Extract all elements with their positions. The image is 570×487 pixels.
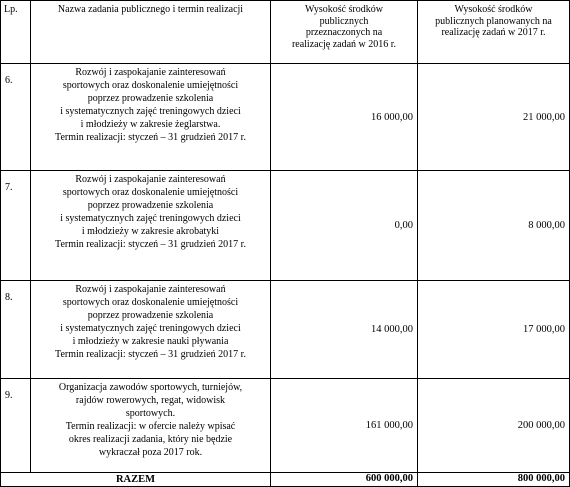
total-amount-2016: 600 000,00 <box>271 473 418 487</box>
header-2017-line: realizację zadań w 2017 r. <box>441 27 546 38</box>
task-description <box>31 379 271 473</box>
task-description <box>31 281 271 379</box>
header-2016-line: Wysokość środków <box>304 4 383 15</box>
amount-2017: 200 000,00 <box>418 379 570 473</box>
task-line: sportowych oraz doskonalenie umiejętności <box>62 187 239 198</box>
amount-2017: 8 000,00 <box>418 171 570 281</box>
header-amount-2016 <box>271 1 418 64</box>
task-line: poprzez prowadzenie szkolenia <box>87 200 214 211</box>
task-line: wykraczał poza 2017 rok. <box>98 447 203 458</box>
header-2016-line: realizację zadań w 2016 r. <box>291 38 397 50</box>
task-line: Rozwój i zaspokajanie zainteresowań <box>75 174 226 185</box>
header-2016-line: przeznaczonych na <box>305 27 383 38</box>
header-lp: Lp. <box>1 1 31 64</box>
task-description <box>31 64 271 171</box>
task-line: Rozwój i zaspokajanie zainteresowań <box>75 67 226 78</box>
task-line: poprzez prowadzenie szkolenia <box>87 310 214 321</box>
row-number: 9. <box>1 379 31 473</box>
task-line: i systematycznych zajęć treningowych dzieci <box>60 106 241 117</box>
task-line: rajdów rowerowych, regat, widowisk <box>75 395 226 406</box>
amount-2017: 17 000,00 <box>418 281 570 379</box>
task-line: Rozwój i zaspokajanie zainteresowań <box>75 284 226 295</box>
amount-2016: 0,00 <box>271 171 418 281</box>
header-task-name: Nazwa zadania publicznego i termin realizacji <box>31 1 271 64</box>
row-number: 6. <box>1 64 31 171</box>
task-line: Termin realizacji: styczeń – 31 grudzień 2017 r. <box>55 349 246 360</box>
header-2017-line: Wysokość środków <box>454 4 533 15</box>
task-line: poprzez prowadzenie szkolenia <box>87 93 214 104</box>
amount-2017: 21 000,00 <box>418 64 570 171</box>
table-row <box>1 171 570 281</box>
task-line: Termin realizacji: w ofercie należy wpisać <box>65 421 236 432</box>
row-number: 8. <box>1 281 31 379</box>
task-line: i systematycznych zajęć treningowych dzieci <box>60 213 241 224</box>
task-line: sportowych oraz doskonalenie umiejętności <box>62 297 239 308</box>
task-line: sportowych. <box>125 408 176 419</box>
task-line: okres realizacji zadania, który nie będzie <box>68 434 233 445</box>
total-label: RAZEM <box>1 473 271 487</box>
table-row <box>1 379 570 473</box>
task-line: Termin realizacji: styczeń – 31 grudzień 2017 r. <box>55 239 246 250</box>
header-2016-line: publicznych <box>319 15 369 27</box>
task-line: i młodzieży w zakresie nauki pływania <box>72 336 229 347</box>
amount-2016: 161 000,00 <box>271 379 418 473</box>
header-row <box>1 1 570 64</box>
total-amount-2017: 800 000,00 <box>418 473 570 487</box>
task-line: Termin realizacji: styczeń – 31 grudzień 2017 r. <box>55 132 246 143</box>
task-line: i młodzieży w zakresie akrobatyki <box>81 226 220 237</box>
total-row <box>1 473 570 487</box>
amount-2016: 16 000,00 <box>271 64 418 171</box>
table-row <box>1 64 570 171</box>
amount-2016: 14 000,00 <box>271 281 418 379</box>
table-row <box>1 281 570 379</box>
task-line: Organizacja zawodów sportowych, turniejów, <box>58 382 243 393</box>
header-2017-line: publicznych planowanych na <box>435 15 552 27</box>
task-line: sportowych oraz doskonalenie umiejętności <box>62 80 239 91</box>
task-line: i młodzieży w zakresie żeglarstwa. <box>80 119 221 130</box>
task-line: i systematycznych zajęć treningowych dzieci <box>60 323 241 334</box>
row-number: 7. <box>1 171 31 281</box>
header-amount-2017 <box>418 1 570 64</box>
task-description <box>31 171 271 281</box>
